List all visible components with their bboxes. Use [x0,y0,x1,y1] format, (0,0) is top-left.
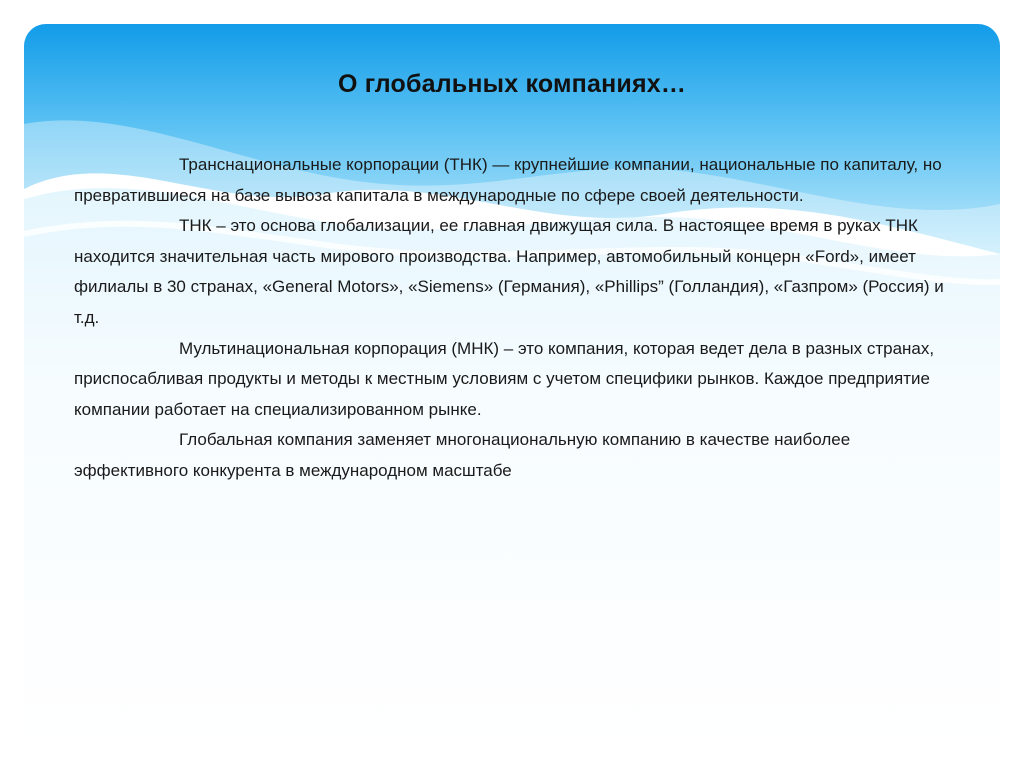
paragraph-global-company: Глобальная компания заменяет многонациональную компанию в качестве наиболее эффективного конкурента в международном масштабе [74,430,851,480]
slide-body [74,150,954,487]
slide-title: О глобальных компаниях… [337,70,687,98]
paragraph-tnk-globalization: ТНК – это основа глобализации, ее главная движущая сила. В настоящее время в руках ТНК находится значительная часть мирового производства. Например, автомобильный концерн «Ford», имеет филиалы в 30 странах, «General Motors», «Siemens» (Германия), «Phillips” (Голландия), «Газпром» (Россия) и т.д. [74,216,944,327]
slide [24,24,1000,750]
paragraph-mnk-definition: Мультинациональная корпорация (МНК) – это компания, которая ведет дела в разных странах, приспосабливая продукты и методы к местным условиям с учетом специфики рынков. Каждое предприятие компании работает на специализированном рынке. [74,338,935,419]
paragraph-tnk-definition: Транснациональные корпорации (ТНК) — крупнейшие компании, национальные по капиталу, но превратившиеся на базе вывоза капитала в международные по сфере своей деятельности. [74,155,942,205]
